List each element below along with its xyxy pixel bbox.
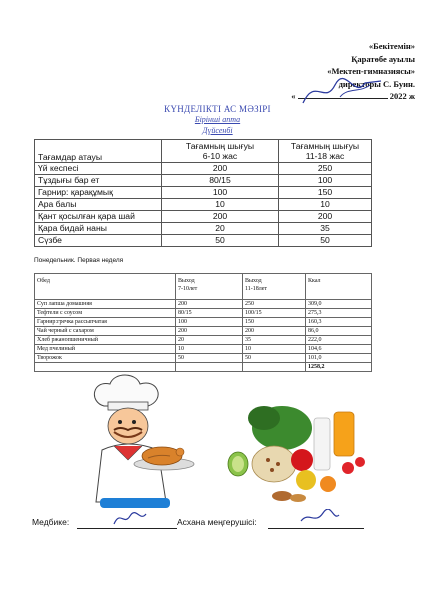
column-header: Тағамның шығуы 11-18 жас — [279, 140, 372, 163]
menu-table-ru — [34, 273, 372, 372]
dish-name: Тұздығы бар ет — [35, 175, 162, 187]
column-header: Ккал — [306, 274, 372, 300]
total-row — [35, 363, 372, 372]
table-row — [35, 187, 372, 199]
portion-6-10: 10 — [162, 199, 279, 211]
column-header: Тағамның шығуы 6-10 жас — [162, 140, 279, 163]
table-row: Хлеб ржанопшеничный 20 35 222,0 — [35, 336, 372, 345]
table-header-row — [35, 274, 372, 300]
portion-11-18: 250 — [279, 163, 372, 175]
table-row: Гарнир:гречка рассыпчатая 100 150 160,3 — [35, 318, 372, 327]
healthy-food-illustration-icon — [222, 398, 382, 506]
approval-line: директоры С. Буин. — [338, 78, 415, 89]
portion-6-10: 100 — [162, 187, 279, 199]
menu-table-kz — [34, 139, 372, 247]
total-kcal: 1258,2 — [306, 363, 372, 372]
portion-6-10: 200 — [162, 163, 279, 175]
dish-name: Үй кеспесі — [35, 163, 162, 175]
approval-line: «Бекітемін» — [368, 41, 415, 51]
table-row — [35, 235, 372, 247]
dish-name: Ара балы — [35, 199, 162, 211]
approval-date-line: « 2022 ж — [291, 91, 415, 101]
day-label: Дүйсенбі — [202, 126, 233, 135]
approval-line: Қаратөбе ауылы — [351, 53, 415, 64]
portion-11-18: 10 — [279, 199, 372, 211]
chef-illustration-icon — [74, 372, 204, 512]
portion-6-10: 80/15 — [162, 175, 279, 187]
approval-block — [255, 40, 415, 103]
portion-11-18: 200 — [279, 211, 372, 223]
kitchen-head-signature-icon — [297, 509, 341, 527]
table-row: Мед пчелиный 10 10 104,6 — [35, 345, 372, 354]
portion-6-10: 20 — [162, 223, 279, 235]
dish-name: Қара бидай наны — [35, 223, 162, 235]
portion-6-10: 50 — [162, 235, 279, 247]
table-row: Чай черный с сахаром 200 200 86,0 — [35, 327, 372, 336]
column-header: Выход 11-18лет — [243, 274, 306, 300]
portion-11-18: 50 — [279, 235, 372, 247]
dish-name: Гарнир: қарақұмық — [35, 187, 162, 199]
dish-name: Қант қосылған қара шай — [35, 211, 162, 223]
table-row: Творожок 50 50 101,0 — [35, 354, 372, 363]
dish-name: Сүзбе — [35, 235, 162, 247]
russian-caption: Понедельник. Первая неделя — [34, 257, 124, 264]
portion-11-18: 150 — [279, 187, 372, 199]
column-header: Тағамдар атауы — [35, 140, 162, 163]
kitchen-head-label: Асхана меңгерушісі: — [177, 517, 257, 527]
nurse-signature-icon — [110, 510, 150, 528]
week-label: Бірінші апта — [194, 115, 241, 124]
table-row — [35, 163, 372, 175]
table-row: Суп лапша домашняя 200 250 309,0 — [35, 300, 372, 309]
table-row — [35, 199, 372, 211]
portion-11-18: 100 — [279, 175, 372, 187]
table-header-row — [35, 140, 372, 163]
column-header: Обед — [35, 274, 176, 300]
portion-6-10: 200 — [162, 211, 279, 223]
table-row — [35, 211, 372, 223]
column-header: Выход 7-10лет — [176, 274, 243, 300]
portion-11-18: 35 — [279, 223, 372, 235]
table-row — [35, 223, 372, 235]
table-row — [35, 175, 372, 187]
approval-date: 2022 ж — [389, 91, 415, 101]
table-row: Тефтели с соусом 80/15 100/15 275,3 — [35, 309, 372, 318]
approval-line: «Мектеп-гимназиясы» — [327, 66, 415, 76]
page-title: КҮНДЕЛІКТІ АС МӘЗІРІ — [164, 104, 271, 114]
nurse-label: Медбике: — [32, 517, 70, 527]
